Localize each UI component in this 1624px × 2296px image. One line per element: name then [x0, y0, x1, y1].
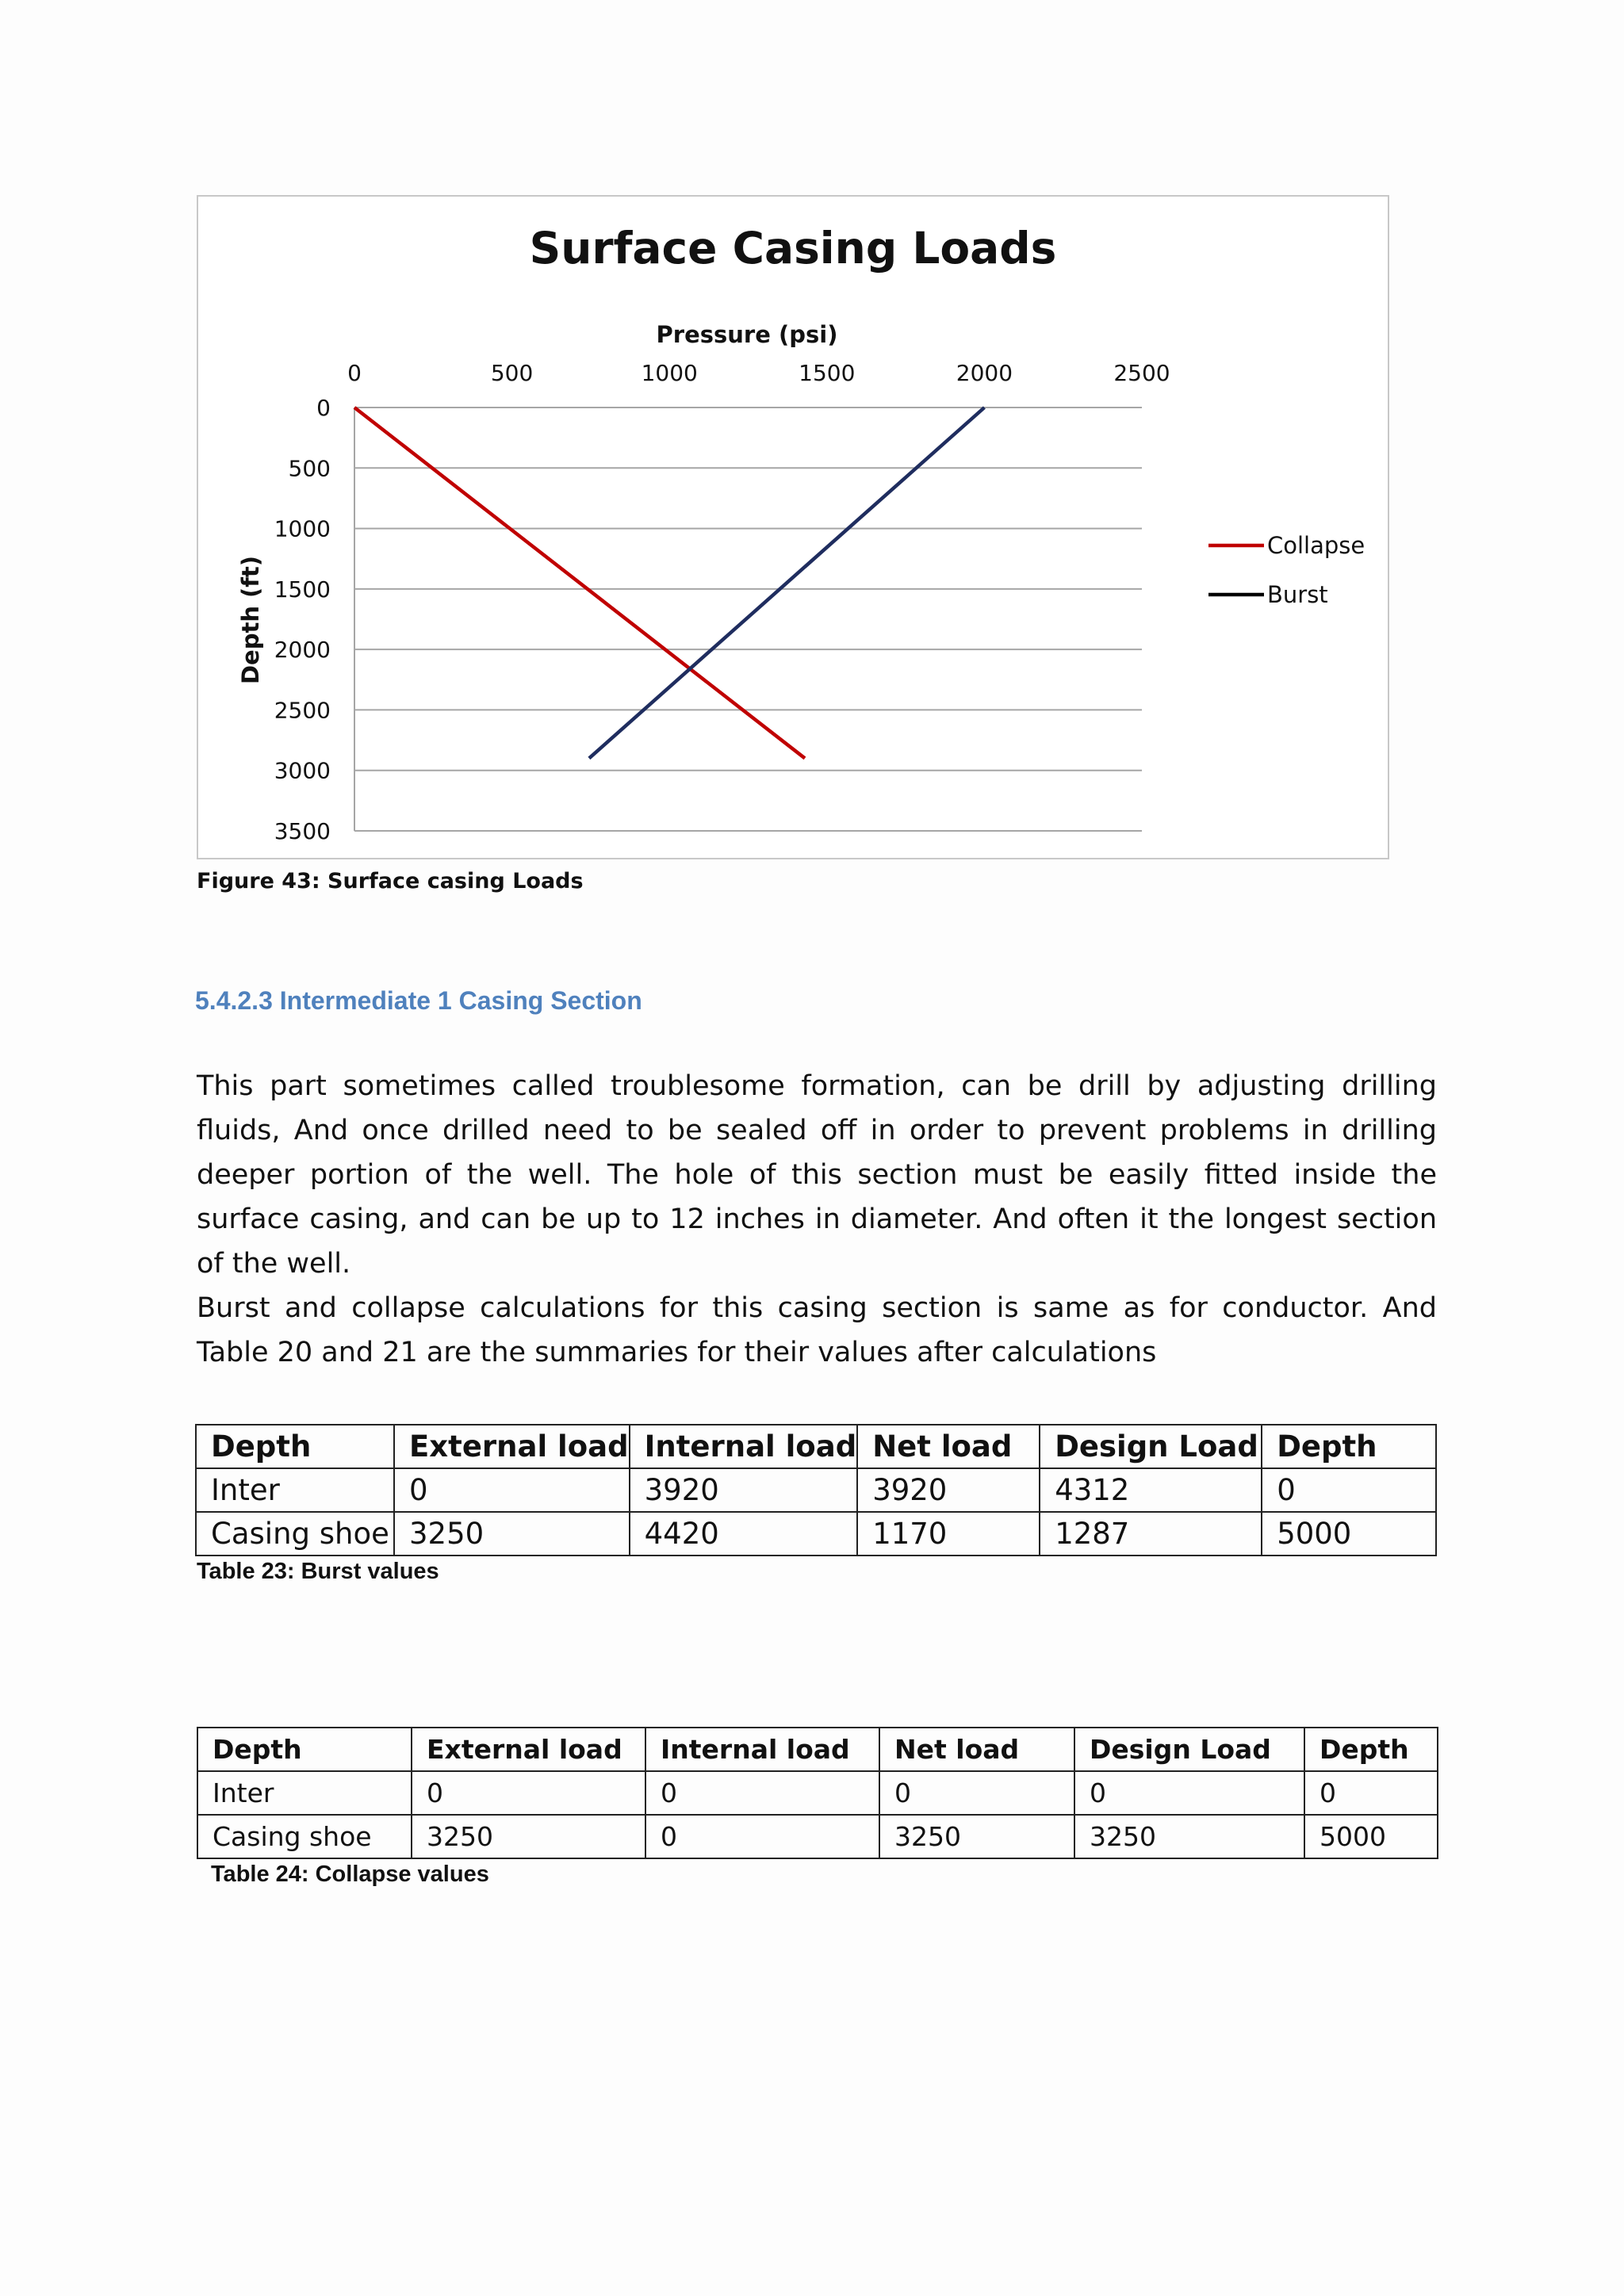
y-axis-title: Depth (ft): [237, 555, 264, 685]
header-cell: External load: [412, 1728, 645, 1771]
header-cell: Internal load: [645, 1728, 879, 1771]
table-row: [196, 1512, 1436, 1556]
y-tick-label: 3000: [274, 757, 331, 784]
header-cell: Depth: [1262, 1425, 1436, 1468]
series-line-collapse: [354, 408, 805, 758]
y-tick-label: 2000: [274, 637, 331, 664]
paragraph: Burst and collapse calculations for this casing section is same as for conductor. And Table 20 and 21 are the summaries for their values after calculations: [197, 1292, 1437, 1368]
tick-layer: [274, 360, 1170, 844]
series-layer: [354, 408, 984, 758]
table-cell: 4312: [1040, 1468, 1262, 1512]
x-tick-label: 2500: [1113, 360, 1170, 386]
table-cell: 0: [1304, 1771, 1438, 1815]
legend-label-collapse: Collapse: [1267, 532, 1365, 559]
header-cell: Net load: [857, 1425, 1040, 1468]
table-cell: 5000: [1262, 1512, 1436, 1556]
table-header-row: [197, 1728, 1438, 1771]
header-cell: Depth: [197, 1728, 412, 1771]
legend-label-burst: Burst: [1267, 581, 1328, 608]
table-cell: 0: [645, 1815, 879, 1858]
figure-caption: Figure 43: Surface casing Loads: [197, 869, 584, 894]
header-cell: Internal load: [630, 1425, 858, 1468]
burst-table-caption: Table 23: Burst values: [197, 1559, 439, 1584]
table-cell: Inter: [196, 1468, 394, 1512]
chart-title: Surface Casing Loads: [529, 223, 1057, 274]
header-cell: Depth: [1304, 1728, 1438, 1771]
chart-container: [197, 195, 1389, 859]
y-tick-label: 3500: [274, 818, 331, 844]
section-heading: 5.4.2.3 Intermediate 1 Casing Section: [195, 986, 642, 1015]
table-cell: Casing shoe: [196, 1512, 394, 1556]
table-header-row: [196, 1425, 1436, 1468]
y-tick-label: 0: [316, 395, 331, 421]
table-cell: 3250: [412, 1815, 645, 1858]
surface-casing-loads-chart: [198, 197, 1391, 861]
x-tick-label: 0: [347, 360, 362, 386]
header-cell: Depth: [196, 1425, 394, 1468]
body-text: [197, 1064, 1437, 1375]
series-line-burst: [589, 408, 984, 758]
burst-values-table: [195, 1424, 1437, 1556]
header-cell: Net load: [879, 1728, 1074, 1771]
table-cell: 3250: [1074, 1815, 1304, 1858]
y-tick-label: 1000: [274, 515, 331, 542]
table-cell: Inter: [197, 1771, 412, 1815]
table-row: [196, 1468, 1436, 1512]
table-cell: 3250: [394, 1512, 630, 1556]
table-cell: 3920: [630, 1468, 858, 1512]
table-cell: 0: [879, 1771, 1074, 1815]
collapse-values-table: [197, 1727, 1438, 1859]
table-cell: 0: [1074, 1771, 1304, 1815]
table-cell: 5000: [1304, 1815, 1438, 1858]
table-cell: 0: [1262, 1468, 1436, 1512]
paragraph: This part sometimes called troublesome formation, can be drill by adjusting drilling fluids, And once drilled need to be sealed off in order to prevent problems in drilling deeper portion of the well. The hole of this section must be easily fitted inside the surface casing, and can be up to 12 inches in diameter. And often it the longest section of the well.: [197, 1070, 1437, 1280]
table-row: [197, 1815, 1438, 1858]
table-cell: 3250: [879, 1815, 1074, 1858]
y-tick-label: 2500: [274, 697, 331, 724]
table-cell: 1287: [1040, 1512, 1262, 1556]
header-cell: External load: [394, 1425, 630, 1468]
legend: [1208, 532, 1365, 608]
table-cell: 0: [645, 1771, 879, 1815]
table-cell: 3920: [857, 1468, 1040, 1512]
table-cell: 0: [412, 1771, 645, 1815]
header-cell: Design Load: [1040, 1425, 1262, 1468]
x-tick-label: 2000: [956, 360, 1013, 386]
header-cell: Design Load: [1074, 1728, 1304, 1771]
table-row: [197, 1771, 1438, 1815]
y-tick-label: 1500: [274, 576, 331, 603]
x-axis-title: Pressure (psi): [656, 321, 838, 348]
y-tick-label: 500: [288, 455, 331, 482]
table-cell: 4420: [630, 1512, 858, 1556]
x-tick-label: 1000: [641, 360, 698, 386]
table-cell: Casing shoe: [197, 1815, 412, 1858]
table-cell: 1170: [857, 1512, 1040, 1556]
collapse-table-caption: Table 24: Collapse values: [211, 1862, 489, 1887]
table-cell: 0: [394, 1468, 630, 1512]
x-tick-label: 500: [490, 360, 534, 386]
x-tick-label: 1500: [799, 360, 856, 386]
